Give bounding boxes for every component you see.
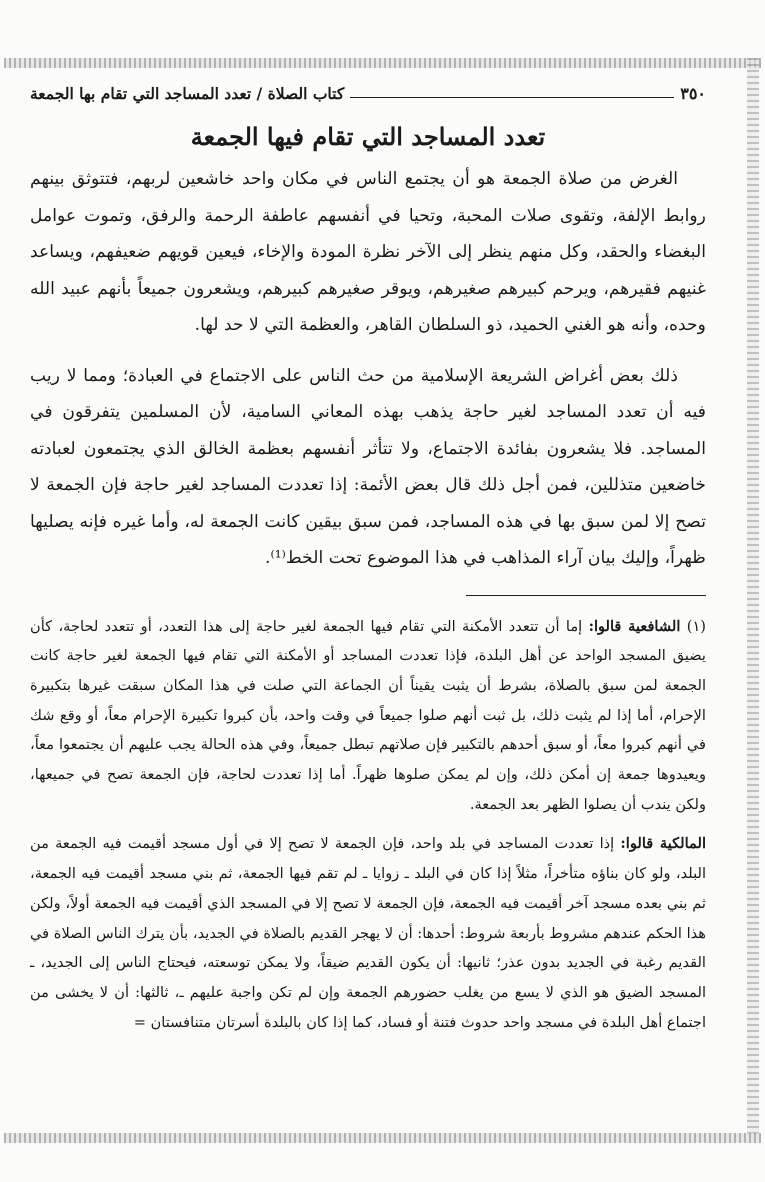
footnote [30, 612, 706, 820]
footnotes [30, 612, 706, 1038]
paragraph: الغرض من صلاة الجمعة هو أن يجتمع الناس في مكان واحد خاشعين لربهم، فتتوثق بينهم روابط الإلفة، وتقوى صلات المحبة، وتحيا في أنفسهم عاطفة الرحمة والرفق، وتموت عوامل البغضاء والحقد، وكل منهم ينظر إلى الآخر نظرة المودة والإخاء، فيعين قويهم ضعيفهم، ويساعد غنيهم فقيرهم، ويرحم كبيرهم صغيرهم، ويوقر صغيرهم كبيرهم، ويشعرون جميعاً بأنهم عبيد الله وحده، وأنه هو الغني الحميد، ذو السلطان القاهر، والعظمة التي لا حد لها. [30, 169, 706, 335]
book-page [30, 80, 706, 1120]
footnote-school-label: الشافعية قالوا: [588, 617, 681, 635]
footnote-text: إذا تعددت المساجد في بلد واحد، فإن الجمعة لا تصح إلا في أول مسجد أقيمت فيه الجمعة من البلد، ولو كان بناؤه متأخراً، مثلاً إذا كان في البلد ـ زوايا ـ لم تقم فيها الجمعة، ثم بني مسجد أقيمت فيه الجمعة، ثم بني بعده مسجد آخر أقيمت فيه الجمعة، فإن الجمعة لا تصح إلا في المسجد الذي أقيمت فيه الجمعة أولاً، ولكن هذا الحكم عندهم مشروط بأربعة شروط: أحدها: أن لا يهجر القديم بالصلاة في الجديد، بأن يترك الناس الصلاة في القديم رغبة في الجديد بدون عذر؛ ثانيها: أن يكون القديم ضيقاً، ولا يمكن توسعته، فيحتاج الناس إلى الجديد، ـ المسجد الضيق هو الذي لا يسع من يغلب حضورهم الجمعة وإن لم تكن واجبة عليهم ـ، ثالثها: أن لا يخشى من اجتماع أهل البلدة في مسجد واحد حدوث فتنة أو فساد، كما إذا كان بالبلدة أسرتان متنافستان = [30, 835, 706, 1031]
section-title: تعدد المساجد التي تقام فيها الجمعة [190, 122, 546, 151]
running-header [30, 80, 706, 106]
page-number: ٣٥٠ [680, 83, 706, 103]
ornamental-border-top [4, 58, 761, 68]
header-rule [350, 97, 674, 98]
footnote [30, 829, 706, 1037]
ornamental-border-bottom [4, 1133, 761, 1143]
footnote-separator [466, 595, 706, 596]
footnote-marker: (١) [686, 617, 706, 635]
footnote-school-label: المالكية قالوا: [620, 835, 706, 853]
ornamental-border-side [747, 58, 759, 1134]
paragraph: ذلك بعض أغراض الشريعة الإسلامية من حث الناس على الاجتماع في العبادة؛ ومما لا ريب فيه أن تعدد المساجد لغير حاجة يذهب بهذه المعاني السامية، لأن المسلمين يتفرقون في المساجد. فلا يشعرون بفائدة الاجتماع، ولا تتأثر أنفسهم بعظمة الخالق الذي يجتمعون لعبادته خاضعين متذللين، فمن أجل ذلك قال بعض الأئمة: إذا تعددت المساجد لغير حاجة فإن الجمعة لا تصح إلا لمن سبق بها في هذه المساجد، فمن سبق بيقين كانت الجمعة له، وأما غيره فإنه يصليها ظهراً، وإليك بيان آراء المذاهب في هذا الموضوع تحت الخط⁽¹⁾. [30, 365, 706, 568]
main-text [30, 161, 706, 577]
footnote-text: إما أن تتعدد الأمكنة التي تقام فيها الجمعة لغير حاجة إلى هذا التعدد، أو تتعدد لحاجة، كأن يضيق المسجد الواحد عن أهل البلدة، فإذا تعددت المساجد أو الأمكنة التي تقام فيها الجمعة لغير حاجة كانت الجمعة لمن سبق بالصلاة، بشرط أن يثبت يقيناً أن الجماعة التي صلت في هذا المكان سبقت غيرها بتكبيرة الإحرام، أما إذا لم يثبت ذلك، بل ثبت أنهم صلوا جميعاً في وقت واحد، بأن كبروا تكبيرة الإحرام معاً، أو وقع شك في أنهم كبروا معاً، أو سبق أحدهم بالتكبير فإن صلاتهم تبطل جميعاً، وفي هذه الحالة يجب عليهم أن يجتمعوا معاً، ويعيدوها جمعة إن أمكن ذلك، وإن لم يمكن صلوها ظهراً. أما إذا تعددت لحاجة، فإن الجمعة تصح في جميعها، ولكن يندب أن يصلوا الظهر بعد الجمعة. [30, 617, 706, 813]
running-title: كتاب الصلاة / تعدد المساجد التي تقام بها الجمعة [30, 83, 345, 103]
